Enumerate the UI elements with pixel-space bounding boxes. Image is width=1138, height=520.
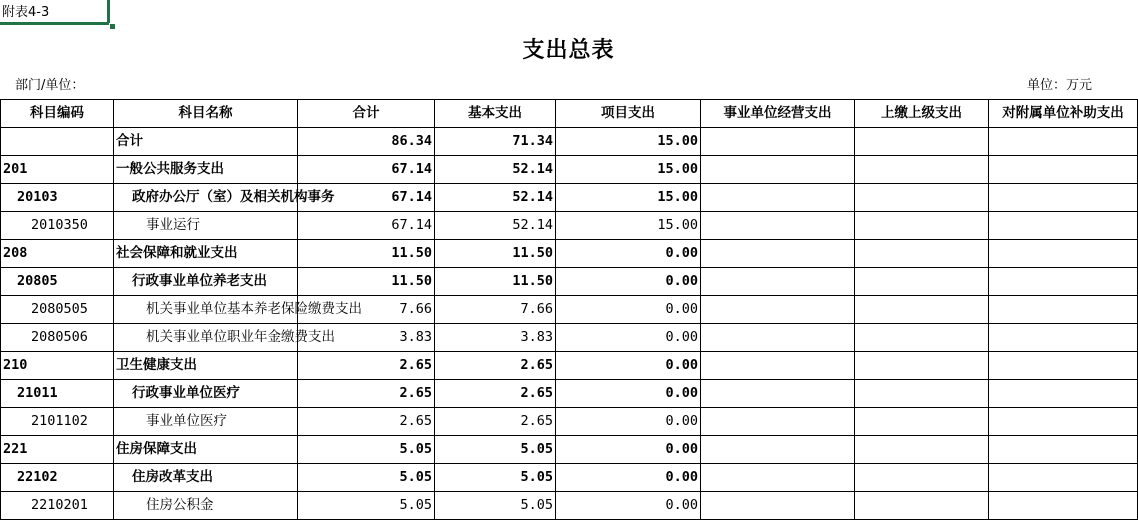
subsidy-cell[interactable] xyxy=(989,156,1138,184)
header-project[interactable]: 项目支出 xyxy=(556,100,701,128)
fill-handle[interactable] xyxy=(109,23,116,30)
appendix-label: 附表4-3 xyxy=(2,5,50,20)
table-row xyxy=(1,408,1138,436)
upper-cell[interactable] xyxy=(855,240,989,268)
upper-cell[interactable] xyxy=(855,352,989,380)
upper-cell[interactable] xyxy=(855,184,989,212)
basic-cell[interactable]: 5.05 xyxy=(435,464,556,492)
code-cell[interactable]: 2101102 xyxy=(1,408,114,436)
name-cell[interactable]: 机关事业单位职业年金缴费支出 xyxy=(114,324,298,352)
basic-cell[interactable]: 11.50 xyxy=(435,240,556,268)
project-cell[interactable]: 0.00 xyxy=(556,296,701,324)
name-cell[interactable]: 卫生健康支出 xyxy=(114,352,298,380)
name-cell[interactable]: 事业单位医疗 xyxy=(114,408,298,436)
department-label: 部门/单位： xyxy=(15,78,85,93)
code-cell[interactable]: 2080506 xyxy=(1,324,114,352)
code-cell[interactable] xyxy=(1,128,114,156)
basic-cell[interactable]: 52.14 xyxy=(435,212,556,240)
business-cell[interactable] xyxy=(701,240,855,268)
total-cell[interactable]: 5.05 xyxy=(298,492,435,520)
upper-cell[interactable] xyxy=(855,324,989,352)
subsidy-cell[interactable] xyxy=(989,296,1138,324)
project-cell[interactable]: 0.00 xyxy=(556,464,701,492)
table-row xyxy=(1,212,1138,240)
basic-cell[interactable]: 52.14 xyxy=(435,184,556,212)
header-total[interactable]: 合计 xyxy=(298,100,435,128)
expenditure-table xyxy=(0,99,1138,520)
project-cell[interactable]: 0.00 xyxy=(556,240,701,268)
project-cell[interactable]: 15.00 xyxy=(556,184,701,212)
project-cell[interactable]: 0.00 xyxy=(556,492,701,520)
header-row xyxy=(1,100,1138,128)
business-cell[interactable] xyxy=(701,128,855,156)
name-cell[interactable]: 一般公共服务支出 xyxy=(114,156,298,184)
upper-cell[interactable] xyxy=(855,380,989,408)
total-cell[interactable]: 11.50 xyxy=(298,240,435,268)
total-cell[interactable]: 2.65 xyxy=(298,352,435,380)
total-cell[interactable]: 67.14 xyxy=(298,156,435,184)
table-row xyxy=(1,380,1138,408)
basic-cell[interactable]: 11.50 xyxy=(435,268,556,296)
total-cell[interactable]: 3.83 xyxy=(298,324,435,352)
table-row xyxy=(1,156,1138,184)
basic-cell[interactable]: 5.05 xyxy=(435,436,556,464)
table-row xyxy=(1,492,1138,520)
code-cell[interactable]: 22102 xyxy=(1,464,114,492)
name-cell[interactable]: 住房改革支出 xyxy=(114,464,298,492)
table-row xyxy=(1,352,1138,380)
basic-cell[interactable]: 2.65 xyxy=(435,380,556,408)
project-cell[interactable]: 15.00 xyxy=(556,128,701,156)
total-cell[interactable]: 67.14 xyxy=(298,212,435,240)
subsidy-cell[interactable] xyxy=(989,184,1138,212)
subsidy-cell[interactable] xyxy=(989,352,1138,380)
business-cell[interactable] xyxy=(701,352,855,380)
code-cell[interactable]: 20805 xyxy=(1,268,114,296)
project-cell[interactable]: 0.00 xyxy=(556,324,701,352)
business-cell[interactable] xyxy=(701,464,855,492)
page-title: 支出总表 xyxy=(522,38,615,63)
business-cell[interactable] xyxy=(701,492,855,520)
upper-cell[interactable] xyxy=(855,212,989,240)
name-cell[interactable]: 社会保障和就业支出 xyxy=(114,240,298,268)
total-cell[interactable]: 11.50 xyxy=(298,268,435,296)
table-row xyxy=(1,184,1138,212)
code-cell[interactable]: 2010350 xyxy=(1,212,114,240)
project-cell[interactable]: 0.00 xyxy=(556,380,701,408)
total-cell[interactable]: 5.05 xyxy=(298,464,435,492)
code-cell[interactable]: 221 xyxy=(1,436,114,464)
unit-label: 单位：万元 xyxy=(1027,78,1093,93)
subsidy-cell[interactable] xyxy=(989,464,1138,492)
header-basic[interactable]: 基本支出 xyxy=(435,100,556,128)
basic-cell[interactable]: 2.65 xyxy=(435,408,556,436)
name-cell[interactable]: 合计 xyxy=(114,128,298,156)
basic-cell[interactable]: 7.66 xyxy=(435,296,556,324)
upper-cell[interactable] xyxy=(855,436,989,464)
name-cell[interactable]: 政府办公厅（室）及相关机构事务 xyxy=(114,184,298,212)
table-row xyxy=(1,240,1138,268)
upper-cell[interactable] xyxy=(855,464,989,492)
basic-cell[interactable]: 52.14 xyxy=(435,156,556,184)
subsidy-cell[interactable] xyxy=(989,240,1138,268)
subsidy-cell[interactable] xyxy=(989,128,1138,156)
basic-cell[interactable]: 2.65 xyxy=(435,352,556,380)
subsidy-cell[interactable] xyxy=(989,408,1138,436)
subsidy-cell[interactable] xyxy=(989,212,1138,240)
upper-cell[interactable] xyxy=(855,408,989,436)
business-cell[interactable] xyxy=(701,296,855,324)
code-cell[interactable]: 21011 xyxy=(1,380,114,408)
name-cell[interactable]: 机关事业单位基本养老保险缴费支出 xyxy=(114,296,298,324)
name-cell[interactable]: 住房公积金 xyxy=(114,492,298,520)
upper-cell[interactable] xyxy=(855,156,989,184)
subsidy-cell[interactable] xyxy=(989,268,1138,296)
code-cell[interactable]: 201 xyxy=(1,156,114,184)
total-cell[interactable]: 2.65 xyxy=(298,408,435,436)
project-cell[interactable]: 15.00 xyxy=(556,156,701,184)
table-row xyxy=(1,324,1138,352)
project-cell[interactable]: 0.00 xyxy=(556,436,701,464)
table-row xyxy=(1,268,1138,296)
upper-cell[interactable] xyxy=(855,296,989,324)
business-cell[interactable] xyxy=(701,156,855,184)
project-cell[interactable]: 0.00 xyxy=(556,408,701,436)
header-subsidy[interactable]: 对附属单位补助支出 xyxy=(989,100,1138,128)
total-cell[interactable]: 67.14 xyxy=(298,184,435,212)
code-cell[interactable]: 2210201 xyxy=(1,492,114,520)
total-cell[interactable]: 5.05 xyxy=(298,436,435,464)
name-cell[interactable]: 行政事业单位养老支出 xyxy=(114,268,298,296)
project-cell[interactable]: 0.00 xyxy=(556,352,701,380)
basic-cell[interactable]: 5.05 xyxy=(435,492,556,520)
name-cell[interactable]: 事业运行 xyxy=(114,212,298,240)
code-cell[interactable]: 2080505 xyxy=(1,296,114,324)
subsidy-cell[interactable] xyxy=(989,436,1138,464)
business-cell[interactable] xyxy=(701,212,855,240)
basic-cell[interactable]: 71.34 xyxy=(435,128,556,156)
upper-cell[interactable] xyxy=(855,268,989,296)
code-cell[interactable]: 210 xyxy=(1,352,114,380)
name-cell[interactable]: 行政事业单位医疗 xyxy=(114,380,298,408)
business-cell[interactable] xyxy=(701,268,855,296)
business-cell[interactable] xyxy=(701,408,855,436)
header-name[interactable]: 科目名称 xyxy=(114,100,298,128)
code-cell[interactable]: 20103 xyxy=(1,184,114,212)
table-row xyxy=(1,296,1138,324)
project-cell[interactable]: 15.00 xyxy=(556,212,701,240)
business-cell[interactable] xyxy=(701,184,855,212)
business-cell[interactable] xyxy=(701,380,855,408)
total-cell[interactable]: 2.65 xyxy=(298,380,435,408)
business-cell[interactable] xyxy=(701,436,855,464)
header-upper[interactable]: 上缴上级支出 xyxy=(855,100,989,128)
subsidy-cell[interactable] xyxy=(989,380,1138,408)
table-row xyxy=(1,436,1138,464)
upper-cell[interactable] xyxy=(855,492,989,520)
code-cell[interactable]: 208 xyxy=(1,240,114,268)
table-row xyxy=(1,464,1138,492)
subsidy-cell[interactable] xyxy=(989,492,1138,520)
name-cell[interactable]: 住房保障支出 xyxy=(114,436,298,464)
total-cell[interactable]: 86.34 xyxy=(298,128,435,156)
basic-cell[interactable]: 3.83 xyxy=(435,324,556,352)
table-row xyxy=(1,128,1138,156)
upper-cell[interactable] xyxy=(855,128,989,156)
business-cell[interactable] xyxy=(701,324,855,352)
subsidy-cell[interactable] xyxy=(989,324,1138,352)
header-business[interactable]: 事业单位经营支出 xyxy=(701,100,855,128)
total-cell[interactable]: 7.66 xyxy=(298,296,435,324)
project-cell[interactable]: 0.00 xyxy=(556,268,701,296)
header-code[interactable]: 科目编码 xyxy=(1,100,114,128)
